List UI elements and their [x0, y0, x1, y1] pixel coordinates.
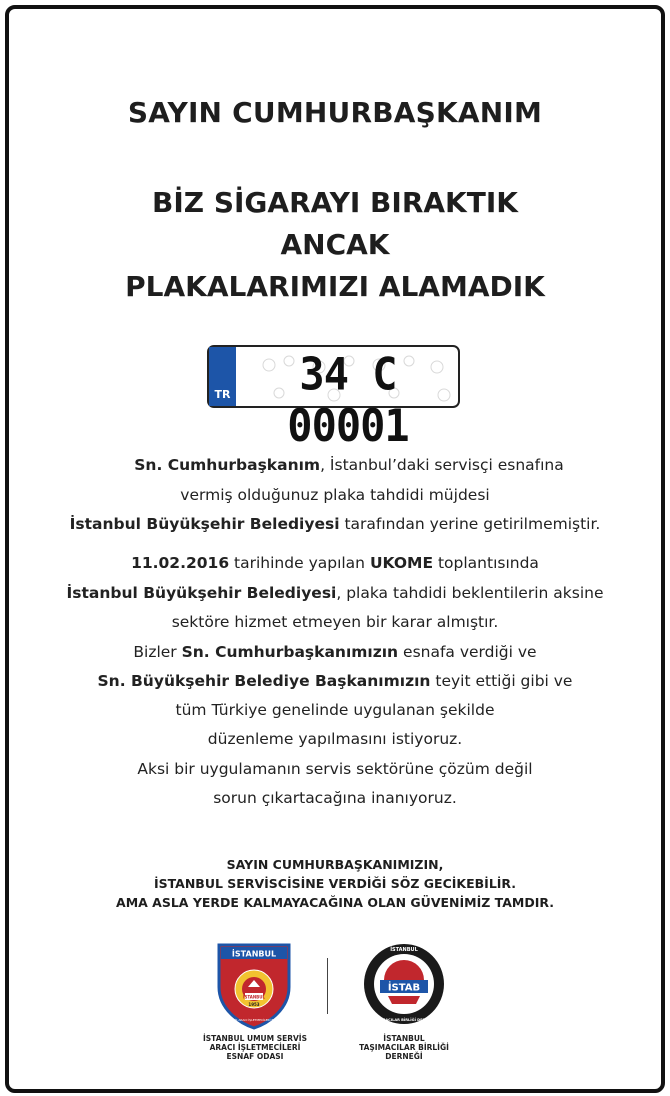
bold-text: İstanbul Büyükşehir Belediyesi — [69, 515, 340, 533]
closing-line: İSTANBUL SERVİSCİSİNE VERDİĞİ SÖZ GECİKEBİLİR. — [153, 876, 517, 891]
paragraph-line: Aksi bir uygulamanın servis sektörüne çözüm değil — [137, 760, 533, 778]
paragraph-line: vermiş olduğunuz plaka tahdidi müjdesi — [180, 486, 490, 504]
right-logo-caption — [349, 1034, 459, 1061]
text: esnafa verdiği ve — [398, 643, 537, 661]
heading-line: ANCAK — [280, 228, 390, 261]
closing-line: SAYIN CUMHURBAŞKANIMIZIN, — [226, 857, 444, 872]
text: tarihinde yapılan — [229, 554, 370, 572]
istab-circle-logo — [362, 942, 446, 1026]
caption-line: ESNAF ODASI — [226, 1052, 284, 1061]
bold-text: 11.02.2016 — [131, 554, 230, 572]
text: tarafından yerine getirilmemiştir. — [339, 515, 601, 533]
paragraph-line: sorun çıkartacağına inanıyoruz. — [213, 789, 457, 807]
text: , İstanbul’daki servisçi esnafına — [320, 456, 564, 474]
esnaf-odasi-shield-logo — [217, 943, 291, 1029]
heading-main — [0, 182, 670, 308]
plate-number: 34 C 00001 — [287, 348, 409, 452]
license-plate — [207, 345, 460, 452]
text: toplantısında — [433, 554, 539, 572]
bold-text: Sn. Cumhurbaşkanım — [134, 456, 321, 474]
paragraph-line: sektöre hizmet etmeyen bir karar almıştır. — [171, 613, 499, 631]
istab-ring-bottom: TAŞIMACILAR BİRLİĞİ DERNEĞİ — [372, 1018, 436, 1022]
bold-text: Sn. Cumhurbaşkanımızın — [181, 643, 399, 661]
page-border — [5, 5, 665, 1093]
text: , plaka tahdidi beklentilerin aksine — [336, 584, 604, 602]
caption-line: DERNEĞİ — [385, 1052, 423, 1061]
caption-line: ARACI İŞLETMECİLERİ — [209, 1043, 301, 1052]
caption-line: İSTANBUL — [383, 1034, 425, 1043]
paragraph-line — [0, 515, 670, 533]
bold-text: Sn. Büyükşehir Belediye Başkanımızın — [97, 672, 431, 690]
paragraph-line — [0, 672, 670, 690]
shield-ring-text: UMUM SERVİS ARACI İŞLETMECİLERİ ESNAF ODASI — [216, 1018, 292, 1022]
bold-text: UKOME — [369, 554, 434, 572]
logo-divider — [327, 958, 328, 1014]
paragraph-line — [0, 554, 670, 572]
heading-salutation: SAYIN CUMHURBAŞKANIM — [127, 96, 543, 129]
paragraph-line: tüm Türkiye genelinde uygulanan şekilde — [175, 701, 495, 719]
paragraph-line: düzenleme yapılmasını istiyoruz. — [207, 730, 463, 748]
shield-top-text: İSTANBUL — [231, 949, 277, 959]
bold-text: İstanbul Büyükşehir Belediyesi — [66, 584, 337, 602]
caption-line: TAŞIMACILAR BİRLİĞİ — [359, 1043, 449, 1052]
closing-line: AMA ASLA YERDE KALMAYACAĞINA OLAN GÜVENİMİZ TAMDIR. — [116, 895, 554, 910]
shield-badge-city: İSTANBUL — [242, 994, 266, 1000]
paragraph-line — [0, 584, 670, 602]
text: Bizler — [133, 643, 182, 661]
shield-badge-year: 1953 — [248, 1002, 260, 1007]
istab-badge: İSTAB — [387, 982, 421, 994]
plate-country-code: TR — [214, 388, 231, 401]
caption-line: İSTANBUL UMUM SERVİS — [202, 1034, 308, 1043]
paragraph-line — [0, 643, 670, 661]
heading-line: BİZ SİGARAYI BIRAKTIK — [152, 186, 518, 219]
istab-ring-top: İSTANBUL — [390, 947, 418, 953]
heading-line: PLAKALARIMIZI ALAMADIK — [125, 270, 545, 303]
text: teyit ettiği gibi ve — [430, 672, 573, 690]
paragraph-line — [0, 456, 670, 474]
left-logo-caption — [200, 1034, 310, 1061]
